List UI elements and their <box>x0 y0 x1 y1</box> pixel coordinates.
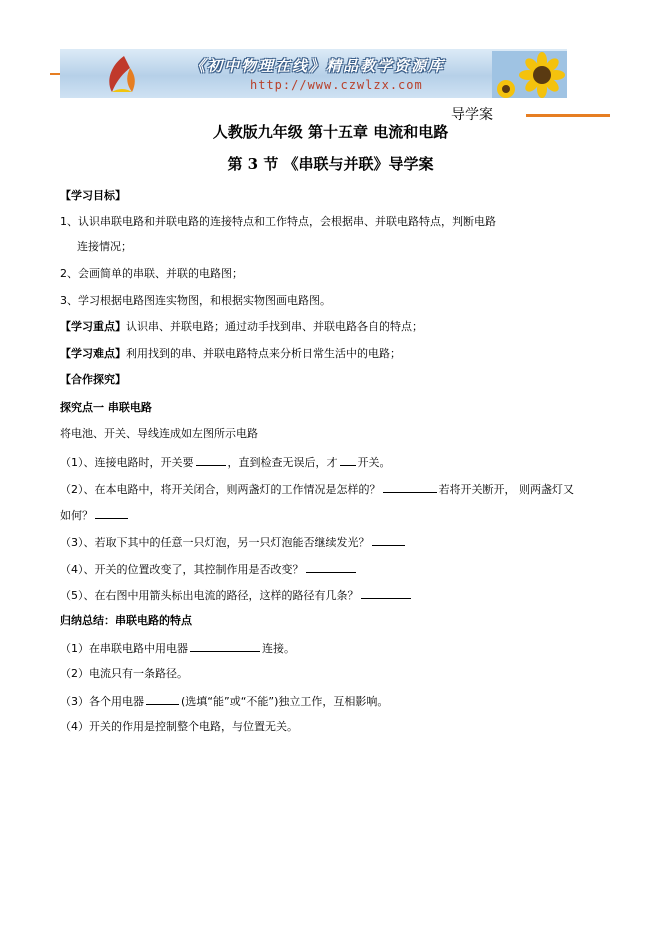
summary-item-3-part-b: (选填“能”或“不能”)独立工作，互相影响。 <box>181 695 389 708</box>
question-3 <box>60 534 407 550</box>
explore-intro: 将电池、开关、导线连成如左图所示电路 <box>60 427 258 440</box>
goal-item-1: 1、认识串联电路和并联电路的连接特点和工作特点，会根据串、并联电路特点，判断电路 <box>60 215 496 228</box>
goal-item-3: 3、学习根据电路图连实物图，和根据实物图画电路图。 <box>60 294 331 307</box>
answer-blank[interactable] <box>146 693 179 705</box>
difficult-point-label: 【学习难点】 <box>60 347 126 360</box>
answer-blank[interactable] <box>383 481 437 493</box>
answer-blank[interactable] <box>372 534 405 546</box>
summary-heading: 归纳总结：串联电路的特点 <box>60 614 192 627</box>
section-title: 第 3 节 《串联与并联》导学案 <box>227 155 434 173</box>
question-2-part-b: 若将开关断开， 则两盏灯又 <box>438 483 574 496</box>
summary-item-2: （2）电流只有一条路径。 <box>60 667 188 680</box>
question-4-text: （4）、开关的位置改变了，其控制作用是否改变？ <box>60 563 304 576</box>
sunflower-icon <box>492 51 567 98</box>
key-point <box>60 320 423 334</box>
coop-heading: 【合作探究】 <box>60 373 126 386</box>
question-2-part-a: （2）、在本电路中，将开关闭合，则两盏灯的工作情况是怎样的？ <box>60 483 381 496</box>
banner-url: http://www.czwlzx.com <box>250 78 423 92</box>
summary-item-1-part-a: （1）在串联电路中用电器 <box>60 642 188 655</box>
question-1-part-b: ，直到检查无误后，才 <box>227 456 338 469</box>
summary-item-3-part-a: （3）各个用电器 <box>60 695 144 708</box>
question-5-text: （5）、在右图中用箭头标出电流的路径，这样的路径有几条？ <box>60 589 359 602</box>
question-4 <box>60 561 358 577</box>
question-2-part-c: 如何？ <box>60 509 93 522</box>
question-2-continued <box>60 507 130 523</box>
difficult-point-text: 利用找到的串、并联电路特点来分析日常生活中的电路； <box>126 347 401 360</box>
goals-heading: 【学习目标】 <box>60 189 126 202</box>
difficult-point <box>60 347 401 361</box>
answer-blank[interactable] <box>196 454 226 466</box>
answer-blank[interactable] <box>306 561 356 573</box>
goal-item-2: 2、会画简单的串联、并联的电路图； <box>60 267 243 280</box>
answer-blank[interactable] <box>361 587 411 599</box>
explore-title: 探究点一 串联电路 <box>60 401 152 414</box>
goal-item-1-continued: 连接情况； <box>77 240 132 253</box>
key-point-label: 【学习重点】 <box>60 320 126 333</box>
header-banner <box>60 49 567 98</box>
answer-blank[interactable] <box>340 454 356 466</box>
answer-blank[interactable] <box>95 507 128 519</box>
header-rule-right <box>526 114 610 117</box>
chapter-title: 人教版九年级 第十五章 电流和电路 <box>212 123 449 141</box>
summary-item-3 <box>60 693 388 709</box>
summary-item-1 <box>60 640 295 656</box>
key-point-text: 认识串、并联电路；通过动手找到串、并联电路各自的特点； <box>126 320 423 333</box>
question-1-part-c: 开关。 <box>357 456 391 469</box>
summary-item-4: （4）开关的作用是控制整个电路，与位置无关。 <box>60 720 298 733</box>
physics-logo-icon <box>100 52 144 96</box>
question-1-part-a: （1）、连接电路时，开关要 <box>60 456 194 469</box>
question-3-text: （3）、若取下其中的任意一只灯泡，另一只灯泡能否继续发光？ <box>60 536 370 549</box>
summary-item-1-part-b: 连接。 <box>262 642 295 655</box>
question-1 <box>60 454 391 470</box>
doc-tag: 导学案 <box>451 107 493 123</box>
question-5 <box>60 587 413 603</box>
answer-blank[interactable] <box>190 640 260 652</box>
question-2 <box>60 481 574 497</box>
banner-title: 《初中物理在线》精品教学资源库 <box>190 57 446 75</box>
